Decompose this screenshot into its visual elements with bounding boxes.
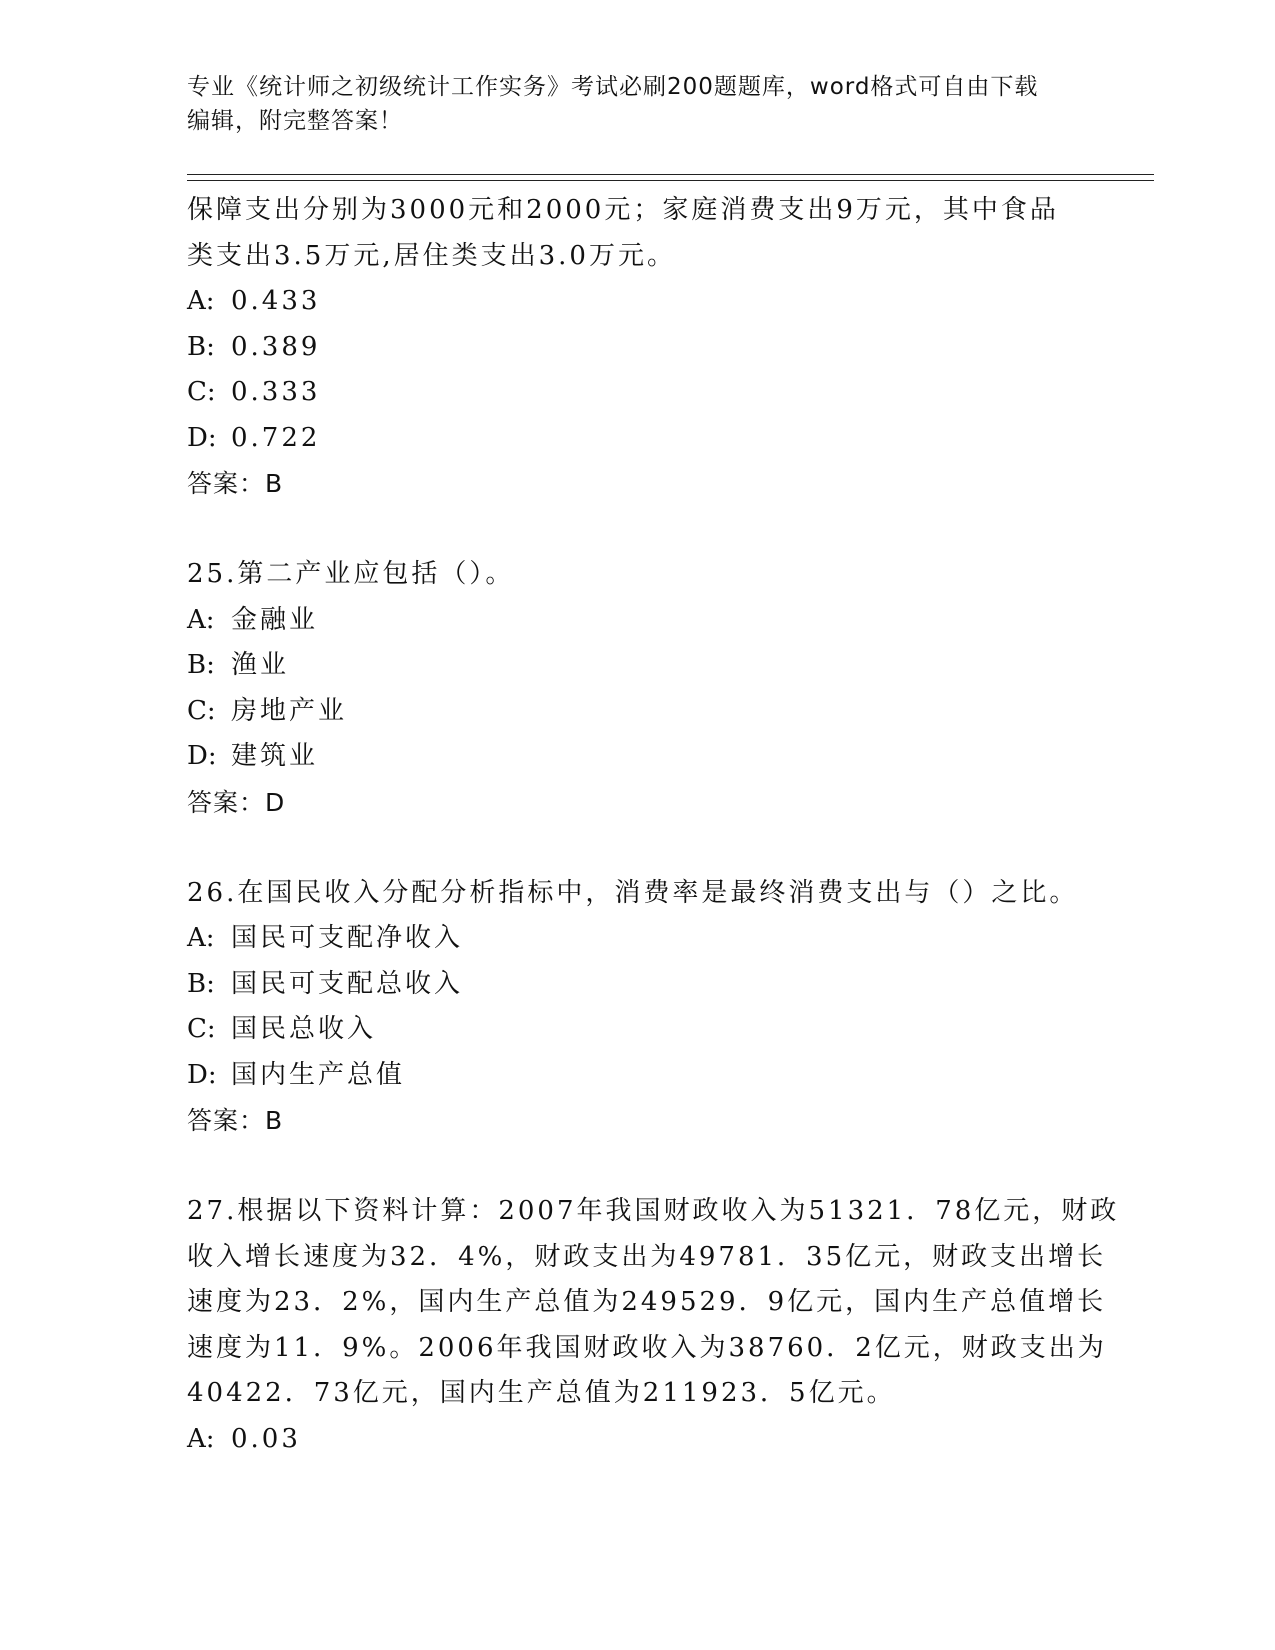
option-b	[187, 962, 1147, 1008]
header-rule-top	[187, 174, 1154, 175]
option-letter: A:	[187, 923, 215, 953]
document-body	[187, 188, 1147, 1462]
question-stem-line: 26.在国民收入分配分析指标中，消费率是最终消费支出与（）之比。	[187, 877, 1079, 908]
option-letter: B:	[187, 331, 215, 362]
option-text: 国民总收入	[231, 1014, 377, 1044]
header-line-2: 编辑，附完整答案！	[187, 108, 403, 134]
header-rule-bottom	[187, 180, 1154, 181]
question-stem-line: 类支出3.5万元,居住类支出3.0万元。	[187, 240, 676, 271]
spacer	[187, 507, 1147, 553]
document-page	[187, 70, 1147, 1454]
option-letter: D:	[187, 1059, 217, 1090]
option-letter: A:	[187, 286, 215, 316]
answer-line: 答案：B	[187, 469, 284, 498]
question-24	[187, 188, 1147, 507]
option-text: 0.333	[231, 377, 321, 407]
spacer	[187, 1144, 1147, 1190]
option-d	[187, 734, 1147, 780]
option-c	[187, 689, 1147, 735]
option-letter: C:	[187, 1014, 216, 1044]
answer-line: 答案：D	[187, 787, 286, 817]
option-text: 0.722	[231, 422, 321, 453]
answer-line: 答案：B	[187, 1106, 284, 1135]
option-letter: A:	[187, 1423, 215, 1454]
option-text: 渔业	[231, 650, 290, 680]
option-d	[187, 1053, 1147, 1099]
option-letter: D:	[187, 741, 217, 771]
option-text: 房地产业	[231, 695, 348, 726]
option-text: 国民可支配净收入	[231, 923, 464, 953]
spacer	[187, 825, 1147, 871]
option-b	[187, 325, 1147, 371]
question-26	[187, 871, 1147, 1144]
option-text: 0.433	[231, 286, 321, 316]
option-c	[187, 370, 1147, 416]
option-letter: C:	[187, 377, 216, 407]
question-stem-line: 速度为23．2%，国内生产总值为249529．9亿元，国内生产总值增长	[187, 1287, 1107, 1317]
option-text: 0.03	[231, 1423, 301, 1454]
option-d	[187, 416, 1147, 462]
option-letter: B:	[187, 650, 215, 680]
question-stem-line: 保障支出分别为3000元和2000元；家庭消费支出9万元，其中食品	[187, 195, 1059, 225]
option-a	[187, 1417, 1147, 1463]
question-stem-line: 27.根据以下资料计算：2007年我国财政收入为51321．78亿元，财政	[187, 1196, 1120, 1226]
option-letter: B:	[187, 968, 215, 999]
question-25	[187, 552, 1147, 825]
question-stem-line: 速度为11．9%。2006年我国财政收入为38760．2亿元，财政支出为	[187, 1332, 1107, 1363]
question-stem-line: 25.第二产业应包括（）。	[187, 559, 515, 589]
question-27	[187, 1189, 1147, 1462]
document-header	[187, 70, 1087, 138]
question-stem-line: 40422．73亿元，国内生产总值为211923．5亿元。	[187, 1378, 896, 1408]
option-text: 0.389	[231, 331, 321, 362]
option-text: 建筑业	[231, 741, 319, 771]
option-text: 金融业	[231, 604, 319, 635]
option-a	[187, 598, 1147, 644]
option-text: 国民可支配总收入	[231, 968, 464, 999]
option-text: 国内生产总值	[231, 1059, 406, 1090]
option-letter: C:	[187, 695, 216, 726]
option-a	[187, 916, 1147, 962]
header-line-1: 专业《统计师之初级统计工作实务》考试必刷200题题库，word格式可自由下载	[187, 74, 1039, 100]
option-b	[187, 643, 1147, 689]
option-a	[187, 279, 1147, 325]
question-stem-line: 收入增长速度为32．4%，财政支出为49781．35亿元，财政支出增长	[187, 1241, 1107, 1272]
option-letter: A:	[187, 604, 215, 635]
option-c	[187, 1007, 1147, 1053]
option-letter: D:	[187, 422, 217, 453]
